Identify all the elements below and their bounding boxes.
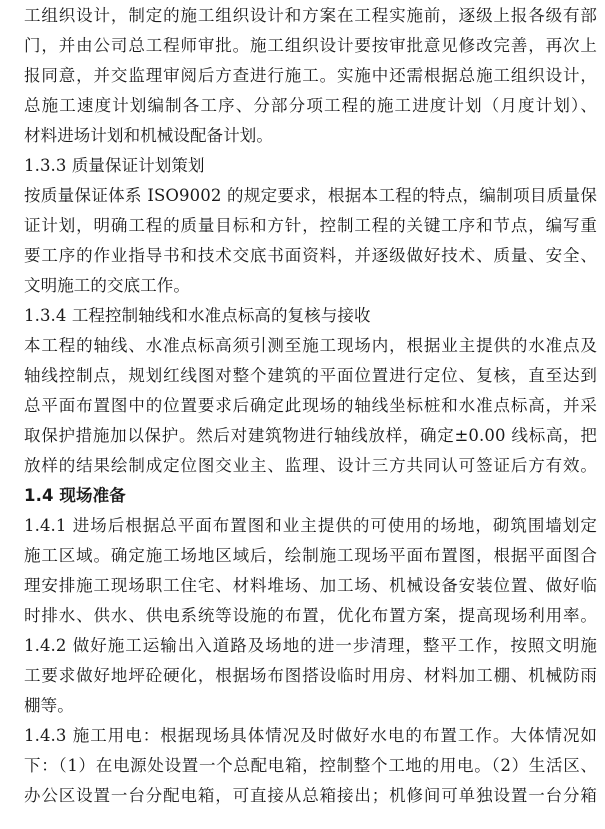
text-line-8: 证计划，明确工程的质量目标和方针，控制工程的关键工序和节点，编写重 — [24, 216, 597, 235]
text-line-22: 1.4.2 做好施工运输出入道路及场地的进一步清理，整平工作，按照文明施 — [24, 636, 597, 655]
text-line-25: 1.4.3 施工用电：根据现场具体情况及时做好水电的布置工作。大体情况如 — [24, 726, 597, 745]
text-line-15: 取保护措施加以保护。然后对建筑物进行轴线放样，确定±0.00 线标高，把 — [24, 426, 597, 445]
text-line-9: 要工序的作业指导书和技术交底书面资料，并逐级做好技术、质量、安全、 — [24, 246, 597, 265]
text-line-4: 总施工速度计划编制各工序、分部分项工程的施工进度计划（月度计划）、 — [24, 96, 597, 115]
text-line-13: 轴线控制点，规划红线图对整个建筑的平面位置进行定位、复核，直至达到 — [24, 366, 597, 385]
text-line-23: 工要求做好地坪砼硬化，根据场布图搭设临时用房、材料加工棚、机械防雨 — [24, 666, 597, 685]
text-line-20: 理安排施工现场职工住宅、材料堆场、加工场、机械设备安装位置、做好临 — [24, 576, 597, 595]
text-line-21: 时排水、供水、供电系统等设施的布置，优化布置方案，提高现场利用率。 — [24, 606, 597, 625]
text-line-26: 下：（1）在电源处设置一个总配电箱，控制整个工地的用电。（2）生活区、 — [24, 756, 597, 775]
text-line-18: 1.4.1 进场后根据总平面布置图和业主提供的可使用的场地，砌筑围墙划定 — [24, 516, 597, 535]
text-line-14: 总平面布置图中的位置要求后确定此现场的轴线坐标桩和水准点标高，并采 — [24, 396, 597, 415]
text-line-19: 施工区域。确定施工场地区域后，绘制施工现场平面布置图，根据平面图合 — [24, 546, 597, 565]
text-line-27: 办公区设置一台分配电箱，可直接从总箱接出；机修间可单独设置一台分箱 — [24, 786, 597, 805]
text-line-12: 本工程的轴线、水准点标高须引测至施工现场内，根据业主提供的水准点及 — [24, 336, 597, 355]
text-line-7: 按质量保证体系 ISO9002 的规定要求，根据本工程的特点，编制项目质量保 — [24, 186, 597, 205]
text-line-1: 工组织设计，制定的施工组织设计和方案在工程实施前，逐级上报各级有部 — [24, 6, 597, 25]
text-line-3: 报同意，并交监理审阅后方查进行施工。实施中还需根据总施工组织设计， — [24, 66, 597, 85]
section-heading-1-4: 1.4 现场准备 — [24, 486, 126, 505]
text-line-5: 材料进场计划和机械设配备计划。 — [24, 126, 273, 145]
text-line-2: 门，并由公司总工程师审批。施工组织设计要按审批意见修改完善，再次上 — [24, 36, 597, 55]
section-heading-1-3-4: 1.3.4 工程控制轴线和水准点标高的复核与接收 — [24, 306, 371, 325]
text-line-24: 棚等。 — [24, 696, 74, 715]
text-line-16: 放样的结果绘制成定位图交业主、监理、设计三方共同认可签证后方有效。 — [24, 456, 597, 475]
section-heading-1-3-3: 1.3.3 质量保证计划策划 — [24, 156, 205, 175]
text-line-10: 文明施工的交底工作。 — [24, 276, 190, 295]
